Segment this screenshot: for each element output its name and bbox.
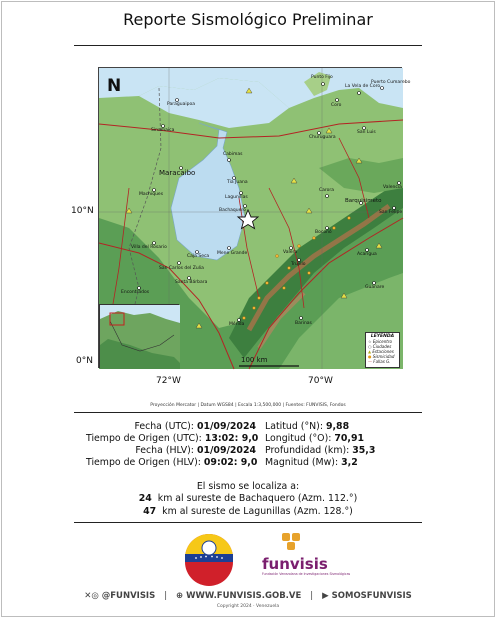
lon-label: 72°W: [156, 376, 181, 386]
info-label: Tiempo de Origen (HLV):: [86, 457, 201, 468]
lat-label: 10°N: [71, 206, 94, 216]
legend-label: Epicentro: [372, 339, 392, 344]
legend-triangle-icon: ▲: [368, 349, 372, 354]
inset-locator-map: [99, 304, 179, 368]
info-value: 01/09/2024: [196, 421, 256, 432]
funvisis-logo: [262, 532, 351, 584]
website-link[interactable]: WWW.FUNVISIS.GOB.VE: [186, 591, 302, 601]
copyright: Copyright 2024 · Venezuela: [216, 604, 280, 609]
north-arrow-label: N: [107, 76, 122, 96]
city-label: Barinas: [295, 321, 312, 326]
info-label: Profundidad (km):: [265, 445, 350, 456]
footer-separator: |: [310, 591, 314, 601]
location-distance: 47: [143, 506, 157, 517]
inset-map-graphic: [100, 305, 180, 369]
city-label: Bachaquero: [219, 208, 246, 213]
location-line-1: [0, 493, 496, 504]
youtube-icon: ▶: [322, 591, 329, 601]
location-divider: [74, 522, 422, 523]
venezuela-seal-logo: [182, 532, 236, 584]
city-label: La Vela de Coro: [345, 84, 381, 89]
info-label: Longitud (°O):: [265, 433, 332, 444]
city-label: Sinamaica: [151, 128, 175, 133]
location-line-2: [0, 506, 496, 517]
page-title: Reporte Sismológico Preliminar: [123, 10, 373, 29]
info-value: 01/09/2024: [196, 445, 256, 456]
city-label: Mérida: [229, 322, 245, 327]
legend-item-faults: [368, 359, 397, 364]
city-label: Lagunillas: [225, 195, 248, 200]
city-label: Boconó: [315, 230, 332, 235]
map-legend: [365, 332, 400, 368]
caption-divider: [74, 412, 422, 413]
info-value: 9,88: [325, 421, 350, 432]
city-label: Santa Bárbara: [175, 280, 208, 285]
globe-icon: ⊕: [176, 591, 184, 601]
info-row: [86, 433, 259, 445]
info-row: [86, 421, 256, 433]
city-label: Paraguaipoa: [167, 102, 195, 107]
info-row: [265, 433, 395, 445]
map-caption: Proyección Mercator | Datum WGS84 | Escala 1:3,500,000 | Fuentes: FUNVISIS, Fondos: [150, 403, 346, 408]
city-label: San Luis: [357, 130, 376, 135]
title-divider: [74, 45, 422, 46]
city-label: San Carlos del Zulia: [159, 266, 204, 271]
social-handle-link[interactable]: @FUNVISIS: [101, 591, 156, 601]
legend-label: Fallas G.: [373, 359, 391, 364]
info-label: Fecha (UTC):: [134, 421, 194, 432]
info-row: [265, 445, 395, 457]
funvisis-subtitle: Fundación Venezolana de Investigaciones Sismológicas: [262, 572, 351, 576]
city-label: Trujillo: [291, 262, 306, 267]
location-distance: 24: [138, 493, 152, 504]
seal-graphic: [182, 532, 236, 584]
info-row: [86, 445, 256, 457]
city-label: Churuguara: [309, 135, 336, 140]
info-row: [86, 457, 256, 469]
city-label: Coro: [331, 103, 342, 108]
seismic-map: [98, 67, 411, 368]
city-label: Puerto Cumarebo: [371, 80, 411, 85]
legend-label: Estaciones: [372, 349, 394, 354]
info-label: Tiempo de Origen (UTC):: [86, 433, 202, 444]
legend-title: LEYENDA: [370, 334, 395, 339]
info-value: 35,3: [352, 445, 376, 456]
info-row: [265, 421, 395, 433]
lon-label: 70°W: [308, 376, 333, 386]
scale-bar-label: 100 km: [241, 356, 268, 364]
legend-star-icon: ☆: [368, 339, 372, 344]
legend-line-icon: —: [368, 359, 372, 364]
funvisis-logo-mark: [262, 532, 322, 552]
city-label: Cabimas: [223, 152, 243, 157]
info-value: 3,2: [341, 457, 358, 468]
funvisis-wordmark: funvisis: [262, 555, 328, 573]
city-label: Valencia: [383, 185, 402, 190]
city-label: Barquisimeto: [345, 198, 382, 204]
city-label: Machiques: [139, 192, 164, 197]
lat-label: 0°N: [76, 356, 93, 366]
city-label: Tia Juana: [227, 180, 248, 185]
city-label: Villa del Rosario: [131, 245, 167, 250]
city-label: Carora: [319, 188, 335, 193]
info-right-column: [265, 421, 395, 469]
x-icon: ✕: [84, 591, 92, 601]
city-label: Encontrados: [121, 290, 150, 295]
instagram-icon: ◎: [91, 591, 99, 601]
city-label: Valera: [283, 250, 298, 255]
city-label: San Felipe: [379, 210, 403, 215]
legend-dot-icon: ○: [368, 344, 372, 349]
social-footer: [0, 591, 496, 601]
location-text: km al sureste de Lagunillas (Azm. 128.°): [162, 506, 353, 517]
info-value: 13:02: 9,0: [204, 433, 259, 444]
info-label: Latitud (°N):: [265, 421, 323, 432]
city-label: Guanare: [365, 285, 385, 290]
city-label: Mene Grande: [217, 251, 248, 256]
info-label: Magnitud (Mw):: [265, 457, 339, 468]
city-label: Punto Fijo: [311, 75, 333, 80]
city-label: Acarigua: [357, 252, 377, 257]
info-left-column: [86, 421, 259, 469]
legend-circle-icon: ●: [368, 354, 372, 359]
info-row: [265, 457, 395, 469]
legend-label: Sismicidad: [372, 354, 395, 359]
legend-label: Ciudades: [372, 344, 392, 349]
info-value: 09:02: 9,0: [203, 457, 258, 468]
youtube-link[interactable]: SOMOSFUNVISIS: [331, 591, 412, 601]
city-label: Maracaibo: [159, 169, 196, 177]
city-label: Caja Seca: [187, 254, 210, 259]
info-label: Fecha (HLV):: [135, 445, 194, 456]
info-value: 70,91: [334, 433, 365, 444]
location-intro: El sismo se localiza a:: [196, 481, 300, 492]
location-text: km al sureste de Bachaquero (Azm. 112.°): [157, 493, 358, 504]
footer-separator: |: [164, 591, 168, 601]
